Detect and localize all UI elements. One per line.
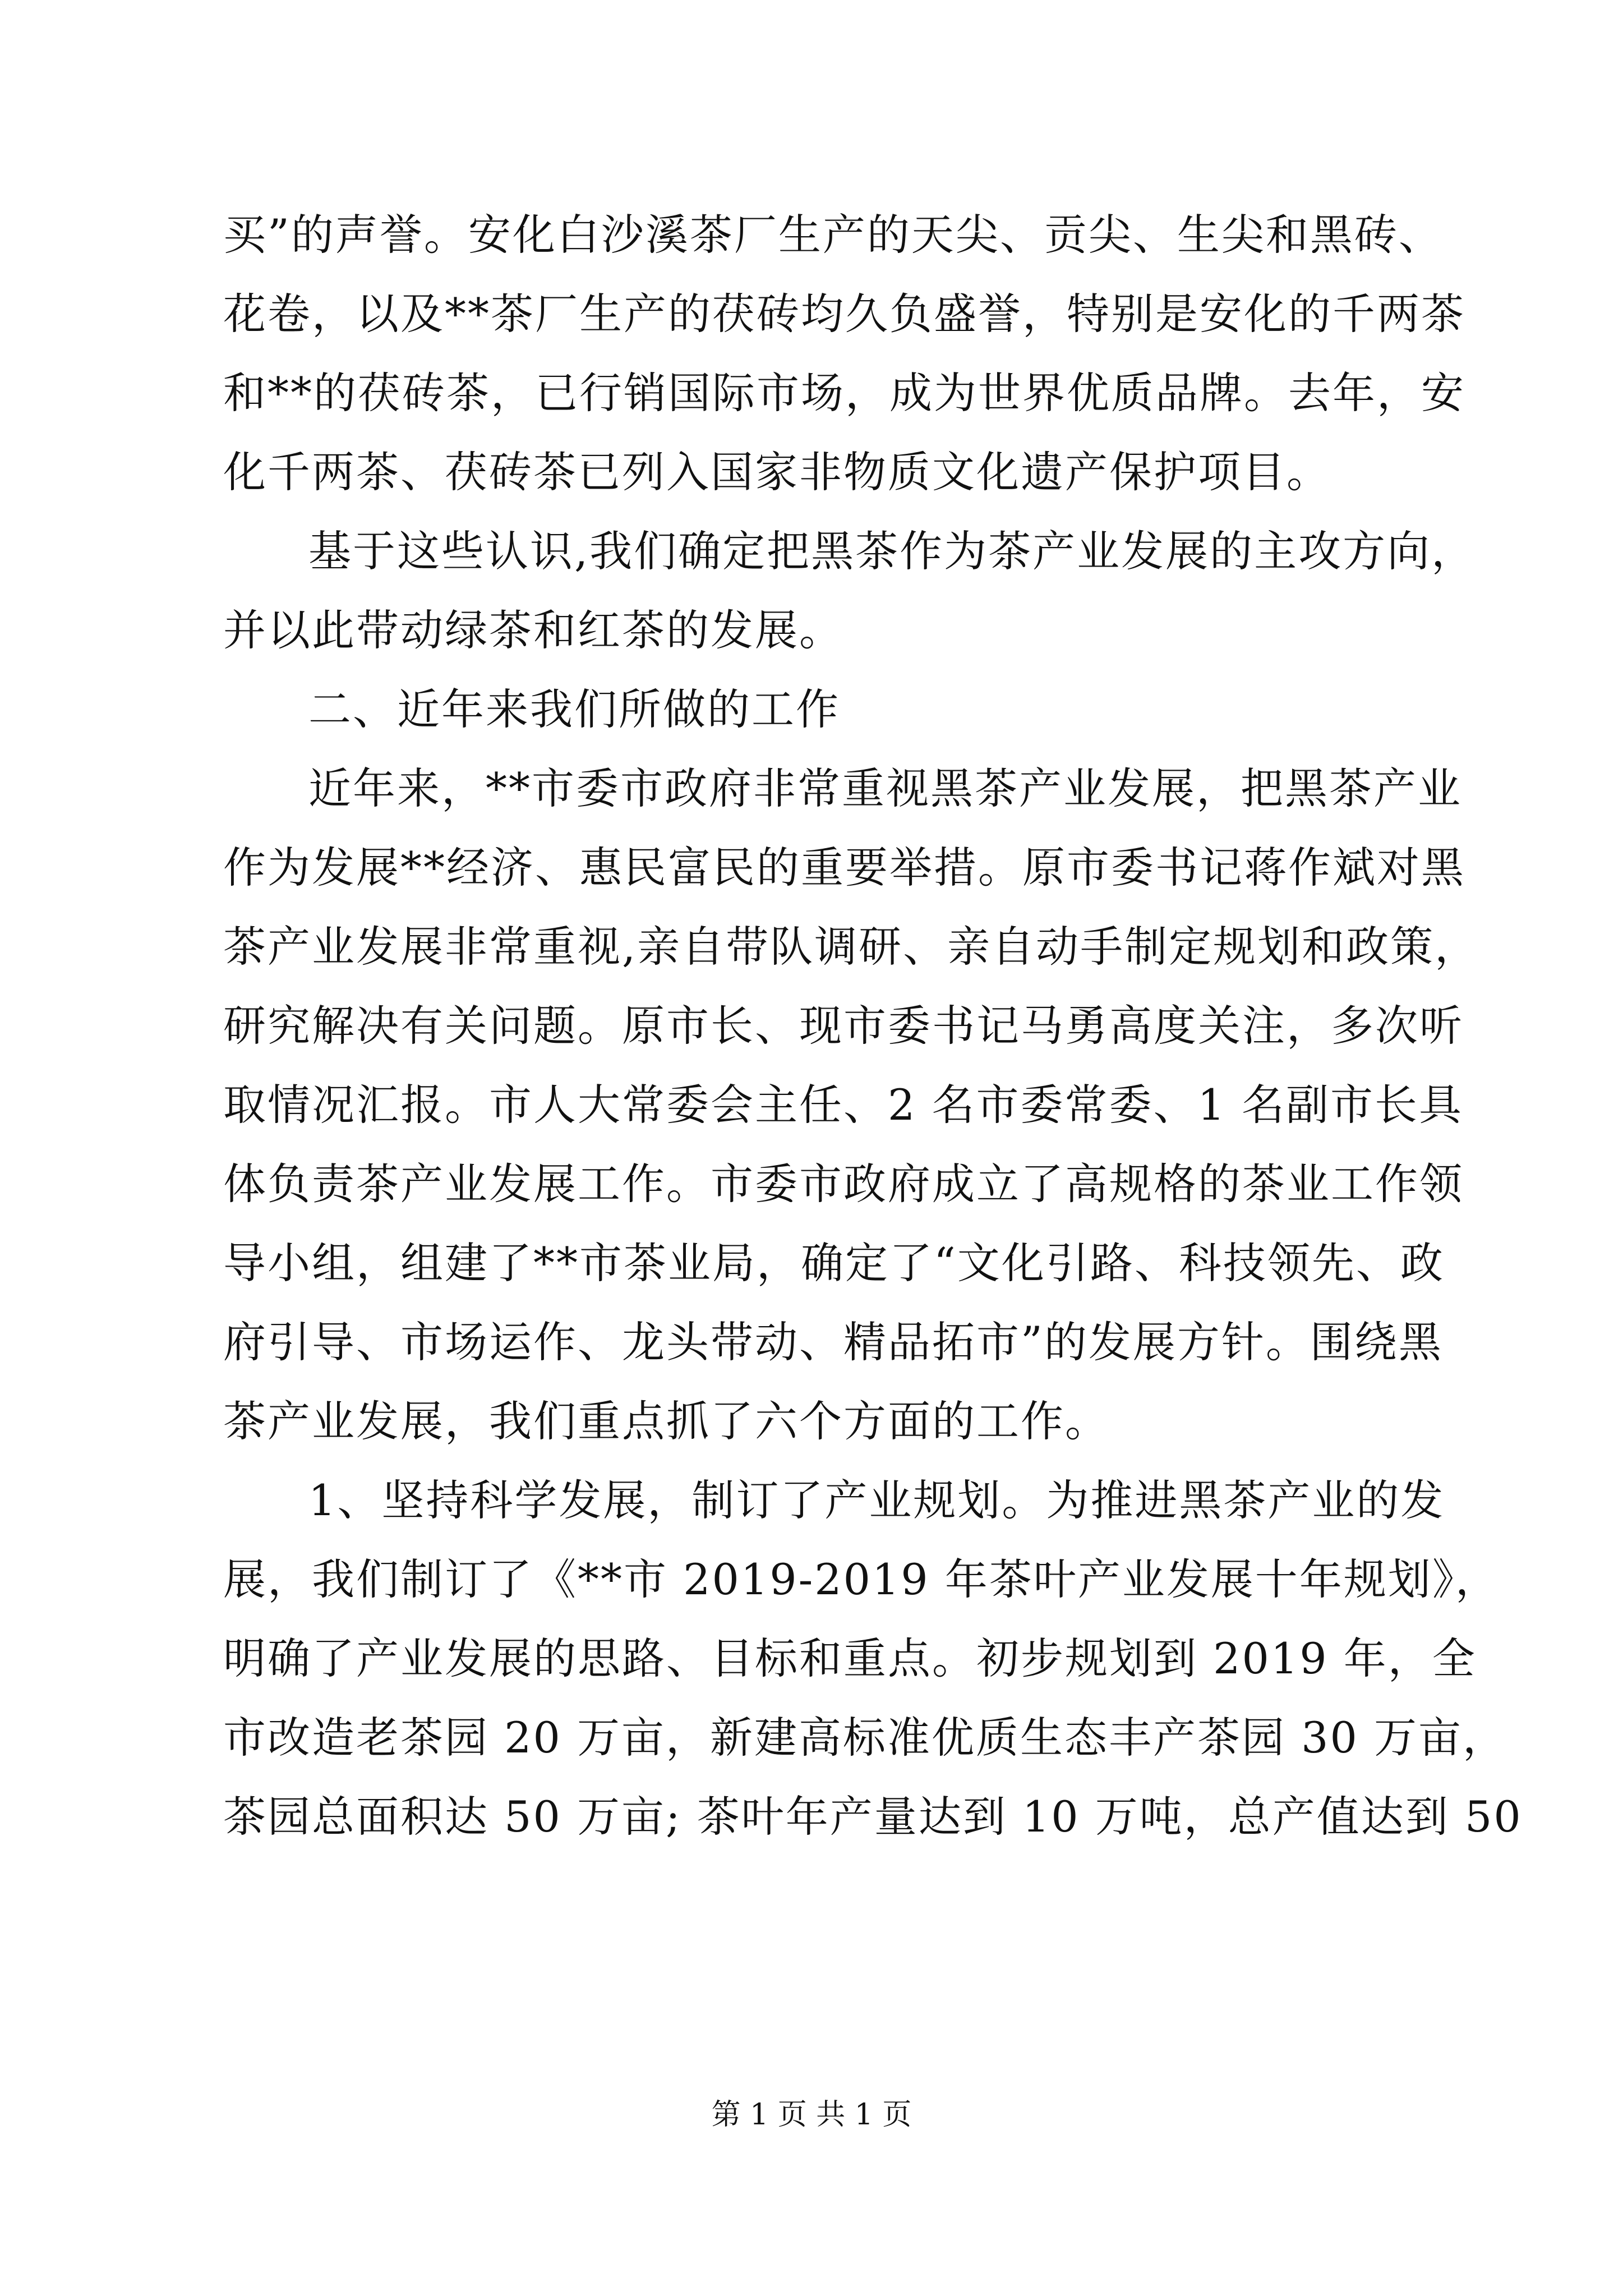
- text-line: 买”的声誉。安化白沙溪茶厂生产的天尖、贡尖、生尖和黑砖、: [223, 210, 1443, 260]
- text-line: 明确了产业发展的思路、目标和重点。初步规划到 2019 年，全: [223, 1634, 1477, 1683]
- text-line: 近年来，**市委市政府非常重视黑茶产业发展，把黑茶产业: [308, 763, 1462, 813]
- text-line: 导小组，组建了**市茶业局，确定了“文化引路、科技领先、政: [223, 1238, 1445, 1288]
- document-body: [223, 195, 1523, 1856]
- page-footer: 第 1 页 共 1 页: [711, 2098, 912, 2132]
- text-line: 研究解决有关问题。原市长、现市委书记马勇高度关注，多次听: [223, 1001, 1464, 1051]
- text-line: 府引导、市场运作、龙头带动、精品拓市”的发展方针。围绕黑: [223, 1317, 1443, 1367]
- text-line: 并以此带动绿茶和红茶的发展。: [223, 605, 843, 655]
- text-line: 1、坚持科学发展，制订了产业规划。为推进黑茶产业的发: [308, 1475, 1445, 1525]
- text-line: 茶产业发展，我们重点抓了六个方面的工作。: [223, 1396, 1109, 1446]
- text-line: 基于这些认识,我们确定把黑茶作为茶产业发展的主攻方向，: [308, 526, 1476, 576]
- text-line: 和**的茯砖茶，已行销国际市场，成为世界优质品牌。去年，安: [223, 368, 1465, 418]
- text-line: 花卷，以及**茶厂生产的茯砖均久负盛誉，特别是安化的千两茶: [223, 289, 1465, 339]
- text-line: 体负责茶产业发展工作。市委市政府成立了高规格的茶业工作领: [223, 1159, 1464, 1209]
- text-line: 市改造老茶园 20 万亩，新建高标准优质生态丰产茶园 30 万亩，: [223, 1713, 1507, 1763]
- text-line: 取情况汇报。市人大常委会主任、2 名市委常委、1 名副市长具: [223, 1080, 1464, 1130]
- text-line: 作为发展**经济、惠民富民的重要举措。原市委书记蒋作斌对黑: [223, 843, 1465, 892]
- text-line: 茶产业发展非常重视,亲自带队调研、亲自动手制定规划和政策，: [223, 922, 1479, 972]
- text-line: 二、近年来我们所做的工作: [308, 684, 840, 734]
- text-line: 茶园总面积达 50 万亩; 茶叶年产量达到 10 万吨，总产值达到 50: [223, 1792, 1523, 1842]
- text-line: 化千两茶、茯砖茶已列入国家非物质文化遗产保护项目。: [223, 447, 1331, 497]
- text-line: 展，我们制订了《**市 2019-2019 年茶叶产业发展十年规划》，: [223, 1554, 1500, 1604]
